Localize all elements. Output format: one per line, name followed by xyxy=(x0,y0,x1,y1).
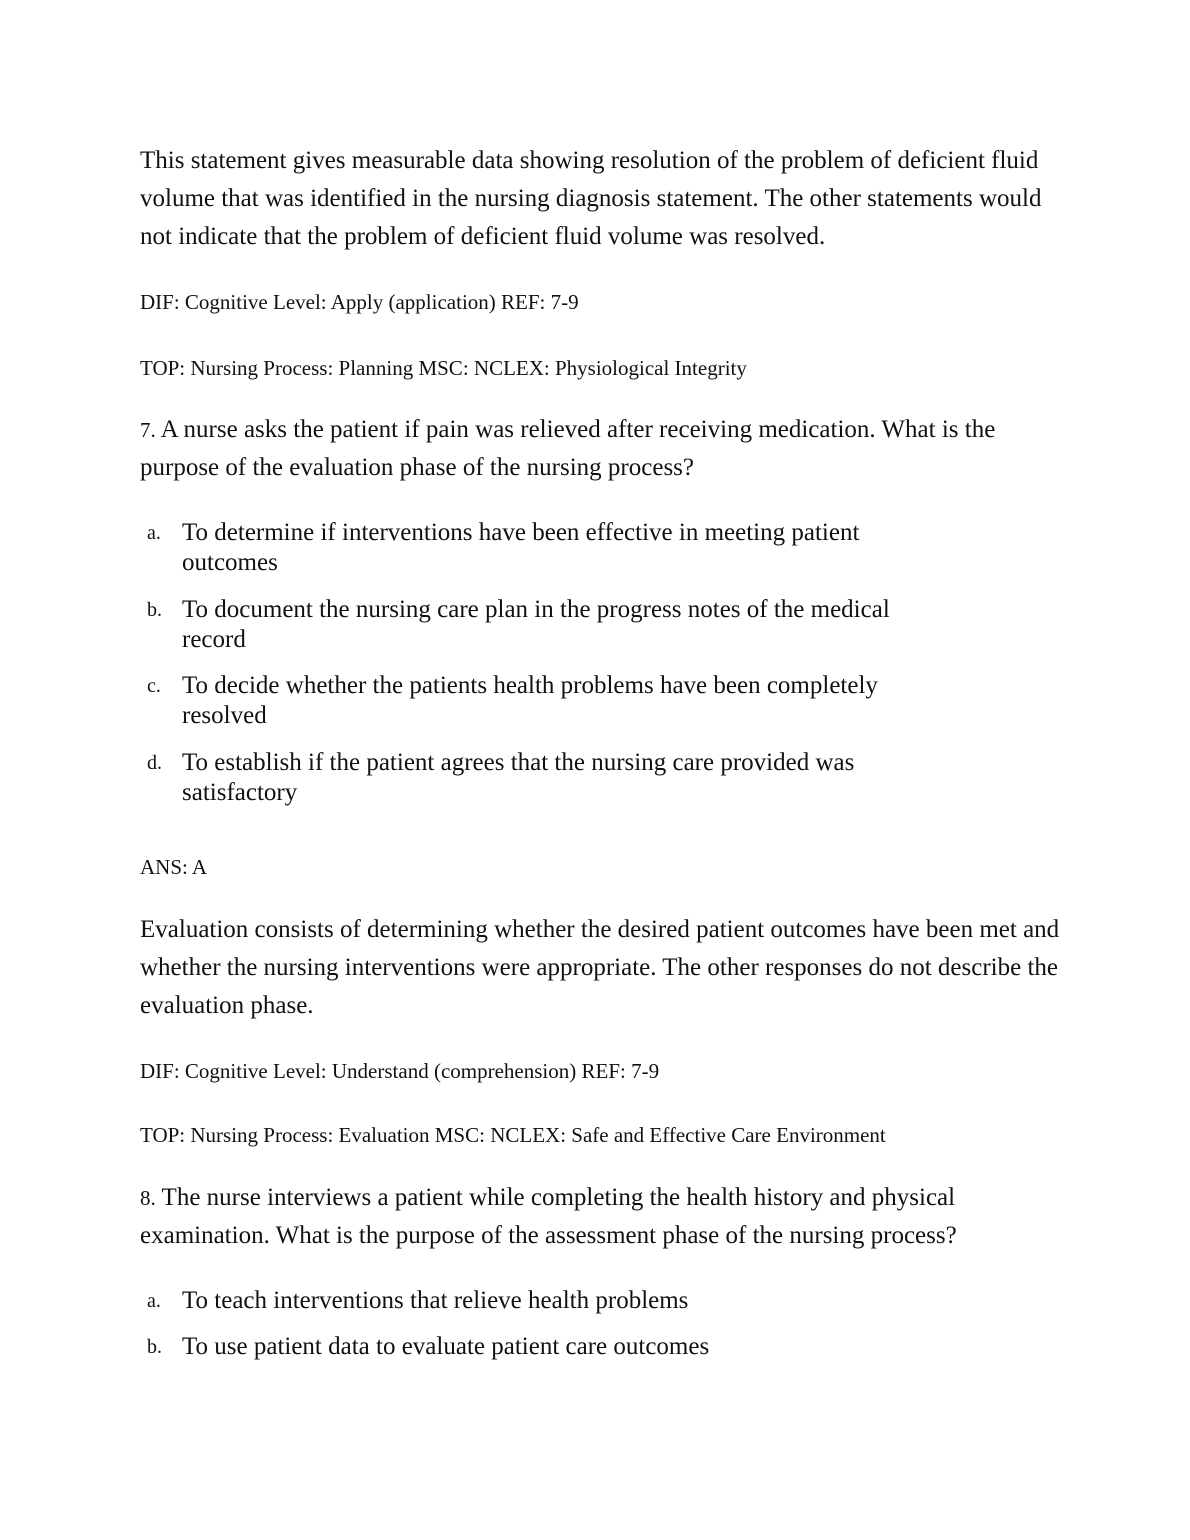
option-letter: b. xyxy=(147,1336,162,1358)
option-text: To establish if the patient agrees that the nursing care provided was satisfactory xyxy=(182,749,855,806)
option-text: To determine if interventions have been effective in meeting patient outcomes xyxy=(182,519,860,576)
question-7-stem xyxy=(140,411,1070,487)
rationale-paragraph: Evaluation consists of determining whether the desired patient outcomes have been met and whether the nursing interventions were appropriate. The other responses do not describe the evaluation phase. xyxy=(140,916,1060,1019)
option-letter: d. xyxy=(147,752,162,774)
question-text: The nurse interviews a patient while completing the health history and physical examination. What is the purpose of the assessment phase of the nursing process? xyxy=(140,1184,957,1249)
option-text: To decide whether the patients health problems have been completely resolved xyxy=(182,672,878,729)
question-text: A nurse asks the patient if pain was relieved after receiving medication. What is the purpose of the evaluation phase of the nursing process? xyxy=(140,416,996,481)
rationale-paragraph: This statement gives measurable data showing resolution of the problem of deficient fluid volume that was identified in the nursing diagnosis statement. The other statements would not indicate that the problem of deficient fluid volume was resolved. xyxy=(140,147,1042,250)
option-letter: c. xyxy=(147,675,161,697)
option-letter: a. xyxy=(147,1290,161,1312)
topic-category: TOP: Nursing Process: Evaluation MSC: NCLEX: Safe and Effective Care Environment xyxy=(140,1123,886,1147)
question-number: 8. xyxy=(140,1186,156,1210)
option-letter: b. xyxy=(147,599,162,621)
topic-category: TOP: Nursing Process: Planning MSC: NCLEX: Physiological Integrity xyxy=(140,356,747,380)
answer-key: ANS: A xyxy=(140,855,208,879)
question-number: 7. xyxy=(140,418,156,442)
difficulty-reference: DIF: Cognitive Level: Understand (comprehension) REF: 7-9 xyxy=(140,1059,660,1083)
option-text: To teach interventions that relieve health problems xyxy=(182,1287,689,1314)
option-text: To document the nursing care plan in the progress notes of the medical record xyxy=(182,596,890,653)
option-text: To use patient data to evaluate patient care outcomes xyxy=(182,1333,710,1360)
difficulty-reference: DIF: Cognitive Level: Apply (application) REF: 7-9 xyxy=(140,290,579,314)
option-letter: a. xyxy=(147,522,161,544)
question-8-stem xyxy=(140,1179,1070,1255)
